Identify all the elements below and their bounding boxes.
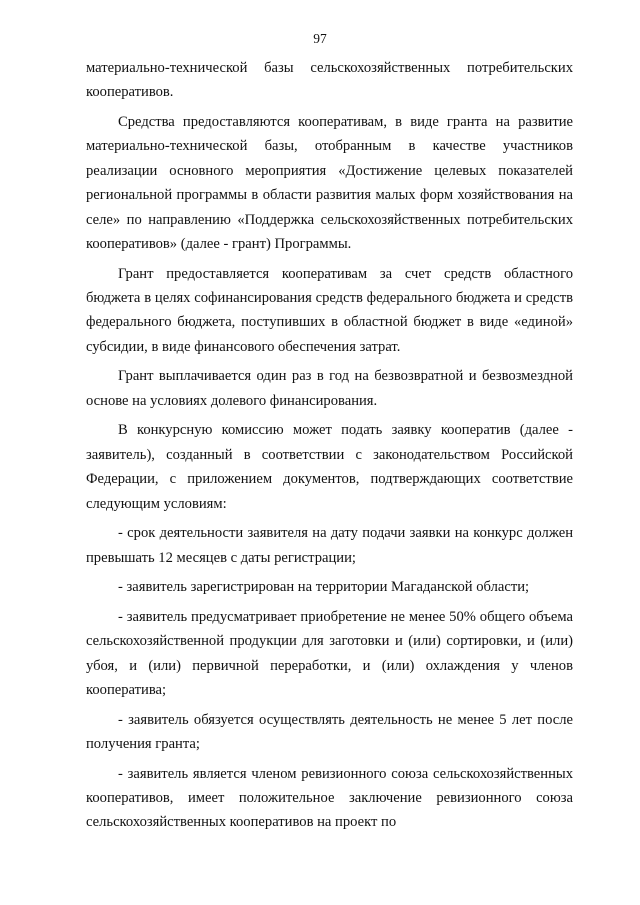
condition-registration: - заявитель зарегистрирован на территории Магаданской области; bbox=[118, 579, 530, 596]
paragraph-applicant: В конкурсную комиссию может подать заявку кооператив (далее - заявитель), созданный в соответствии с законодательством Российской Федерации, с приложением документов, подтверждающих соответствие следующим условиям: bbox=[86, 422, 573, 512]
paragraph-continuation: материально-технической базы сельскохозяйственных потребительских кооперативов. bbox=[86, 60, 573, 101]
condition-audit-union: - заявитель является членом ревизионного союза сельскохозяйственных кооперативов, имеет положительное заключение ревизионного союза сельскохозяйственных кооперативов на проект по bbox=[86, 765, 573, 831]
condition-activity-term: - срок деятельности заявителя на дату подачи заявки на конкурс должен превышать 12 месяцев с даты регистрации; bbox=[86, 525, 573, 566]
condition-purchase-share: - заявитель предусматривает приобретение не менее 50% общего объема сельскохозяйственной продукции для заготовки и (или) сортировки, и (или) убоя, и (или) первичной переработки, и (или) охлаждения у членов кооператива; bbox=[86, 608, 573, 699]
paragraph-grant-purpose: Средства предоставляются кооперативам, в виде гранта на развитие материально-технической базы, отобранным в качестве участников реализации основного мероприятия «Достижение целевых показателей региональной программы в области развития малых форм хозяйствования на селе» по направлению «Поддержка сельскохозяйственных потребительских кооперативов» (далее - грант) Программы. bbox=[86, 114, 573, 253]
condition-activity-obligation: - заявитель обязуется осуществлять деятельность не менее 5 лет после получения гранта; bbox=[86, 711, 573, 753]
page-number: 97 bbox=[313, 31, 327, 46]
document-body bbox=[86, 56, 573, 835]
paragraph-grant-funding: Грант предоставляется кооперативам за счет средств областного бюджета в целях софинансирования средств федерального бюджета и средств федерального бюджета, поступивших в областной бюджет в виде «единой» субсидии, в виде финансового обеспечения затрат. bbox=[86, 265, 573, 355]
paragraph-grant-payment: Грант выплачивается один раз в год на безвозвратной и безвозмездной основе на условиях долевого финансирования. bbox=[86, 368, 573, 409]
